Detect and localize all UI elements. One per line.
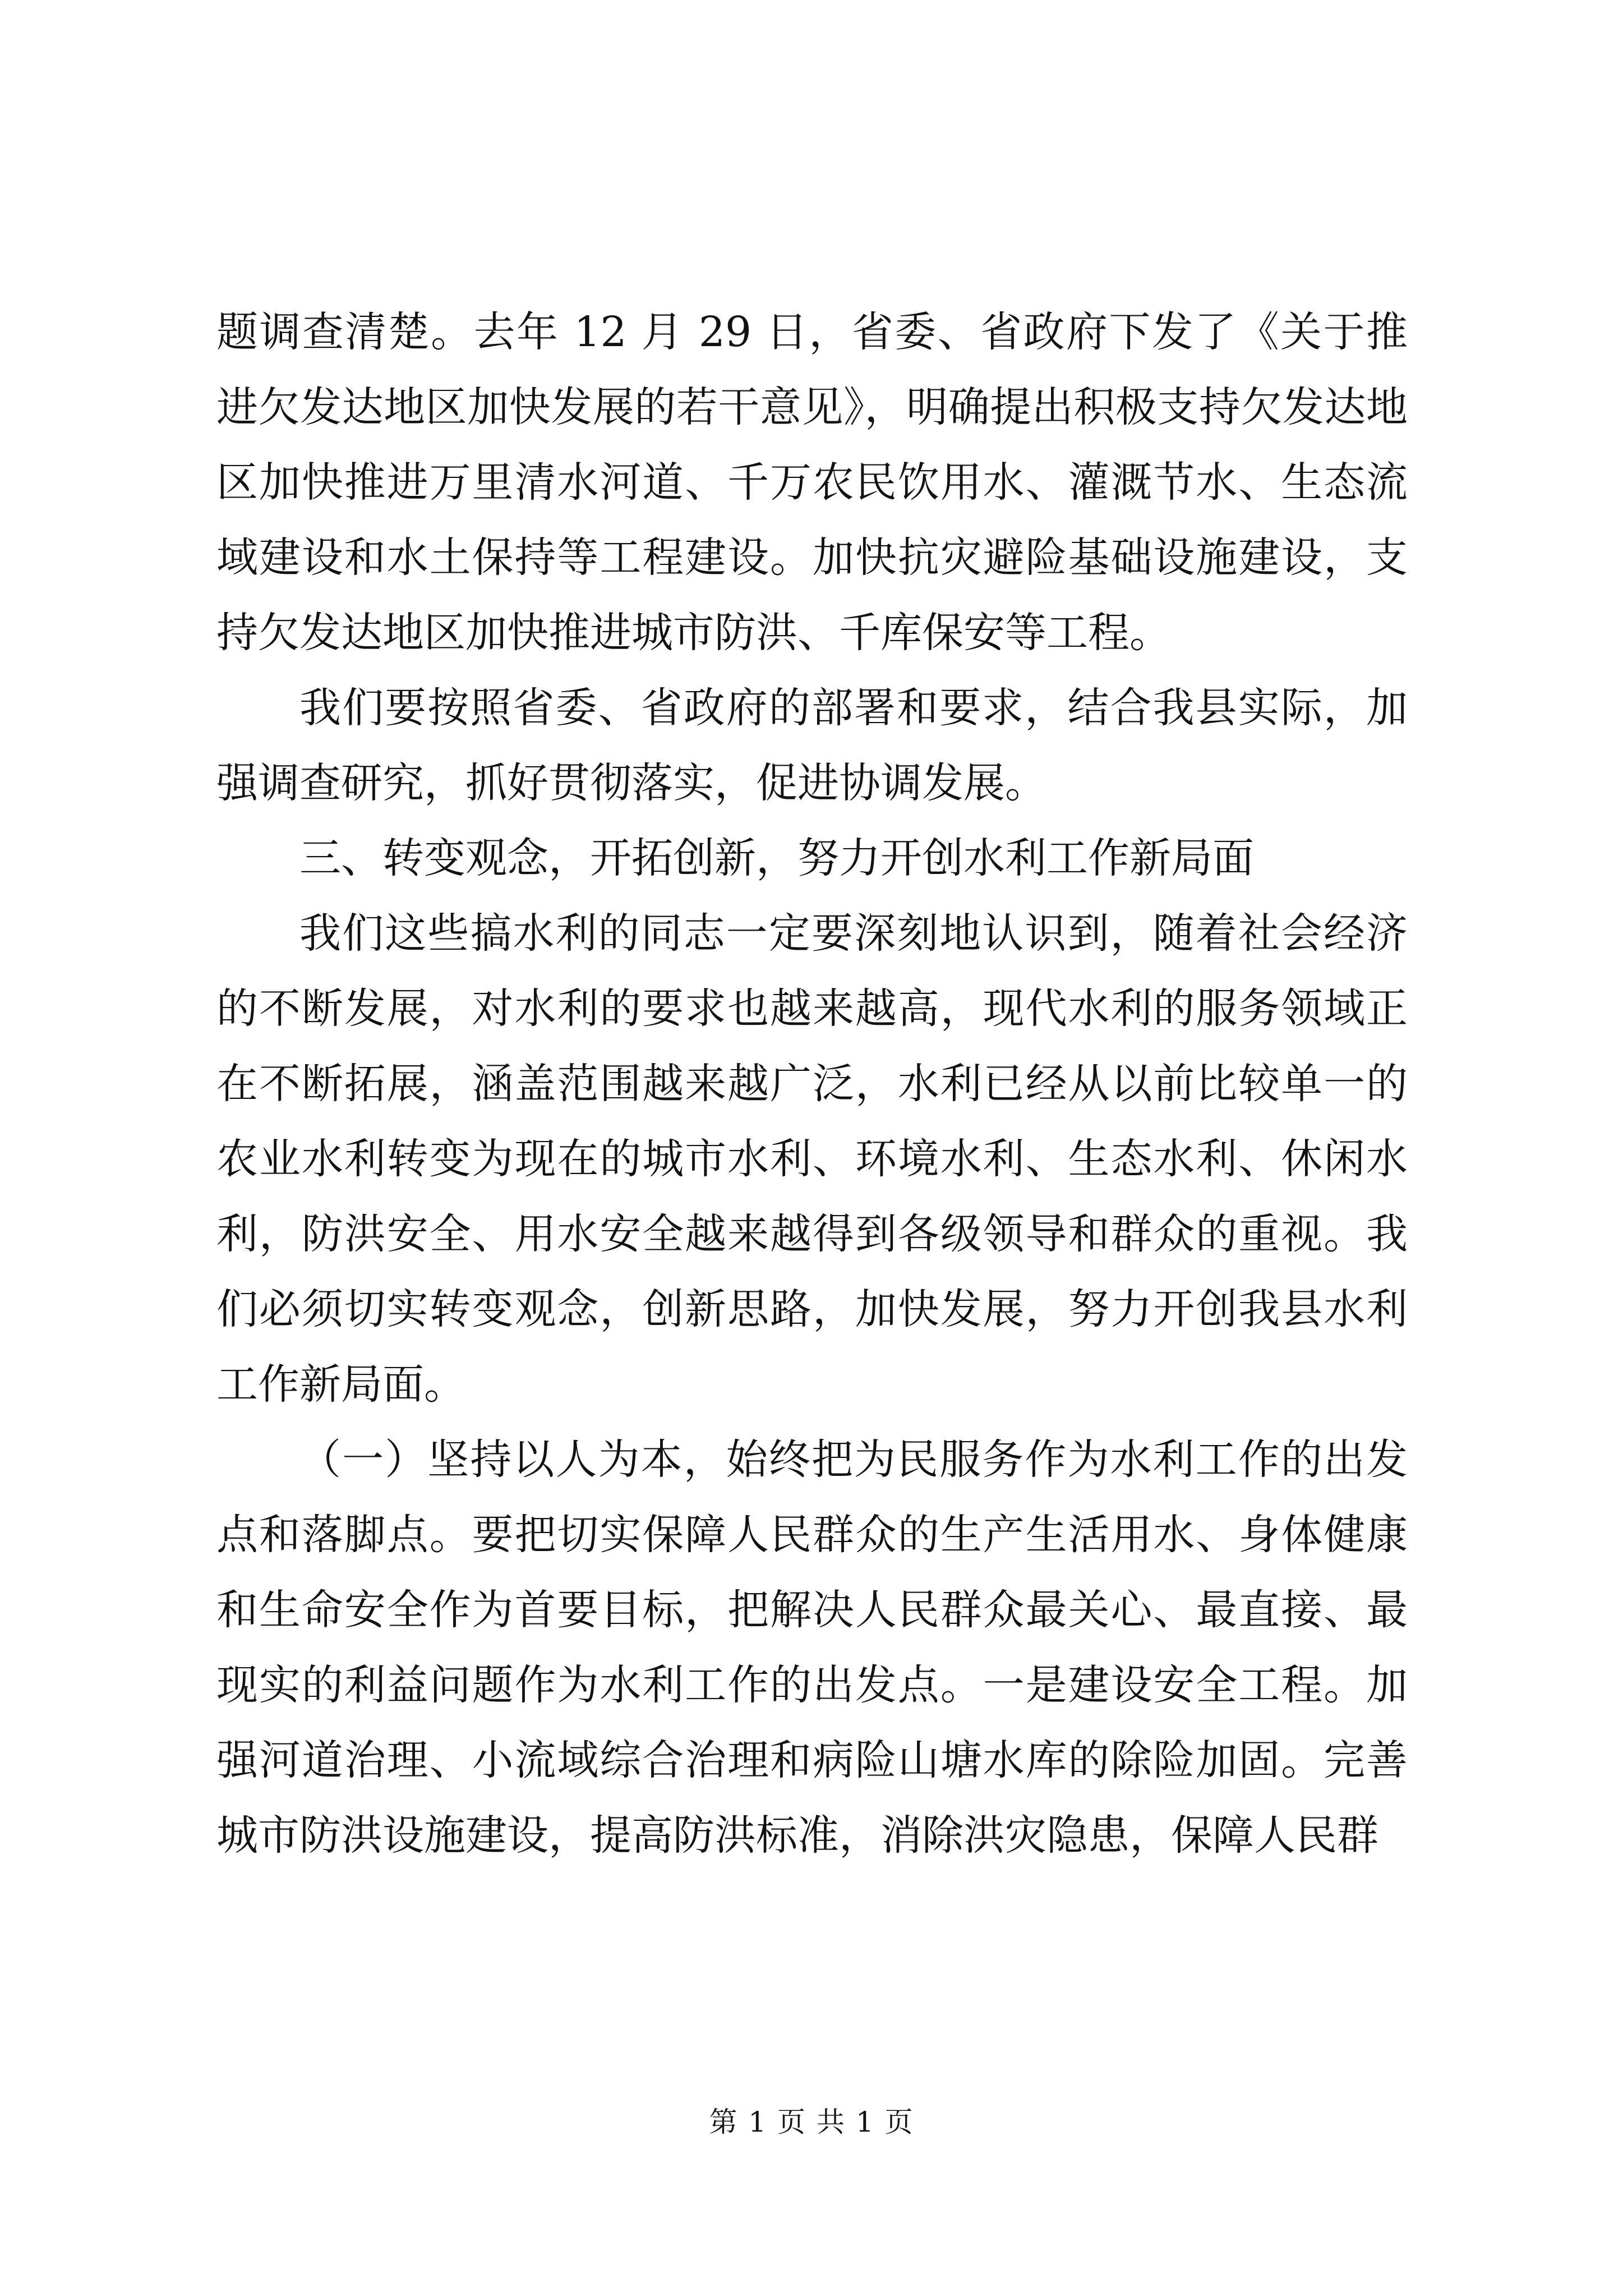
paragraph-modern-water: 我们这些搞水利的同志一定要深刻地认识到，随着社会经济的不断发展，对水利的要求也越来越高，现代水利的服务领域正在不断拓展，涵盖范围越来越广泛，水利已经从以前比较单一的农业水利转变为现在的城市水利、环境水利、生态水利、休闲水利，防洪安全、用水安全越来越得到各级领导和群众的重视。我们必须切实转变观念，创新思路，加快发展，努力开创我县水利工作新局面。 [216,909,1408,1409]
paragraph-continuation: 题调查清楚。去年 12 月 29 日，省委、省政府下发了《关于推进欠发达地区加快发展的若干意见》，明确提出积极支持欠发达地区加快推进万里清水河道、千万农民饮用水、灌溉节水、生态流域建设和水土保持等工程建设。加快抗灾避险基础设施建设，支持欠发达地区加快推进城市防洪、千库保安等工程。 [216,308,1408,657]
page-footer: 第 1 页 共 1 页 [709,2106,914,2138]
document-body [216,295,1408,1873]
paragraph-implementation: 我们要按照省委、省政府的部署和要求，结合我县实际，加强调查研究，抓好贯彻落实，促进协调发展。 [216,684,1408,807]
section-heading-three: 三、转变观念，开拓创新，努力开创水利工作新局面 [299,834,1254,882]
paragraph-people-oriented: （一）坚持以人为本，始终把为民服务作为水利工作的出发点和落脚点。要把切实保障人民群众的生产生活用水、身体健康和生命安全作为首要目标，把解决人民群众最关心、最直接、最现实的利益问题作为水利工作的出发点。一是建设安全工程。加强河道治理、小流域综合治理和病险山塘水库的除险加固。完善城市防洪设施建设，提高防洪标准，消除洪灾隐患，保障人民群 [216,1435,1408,1860]
